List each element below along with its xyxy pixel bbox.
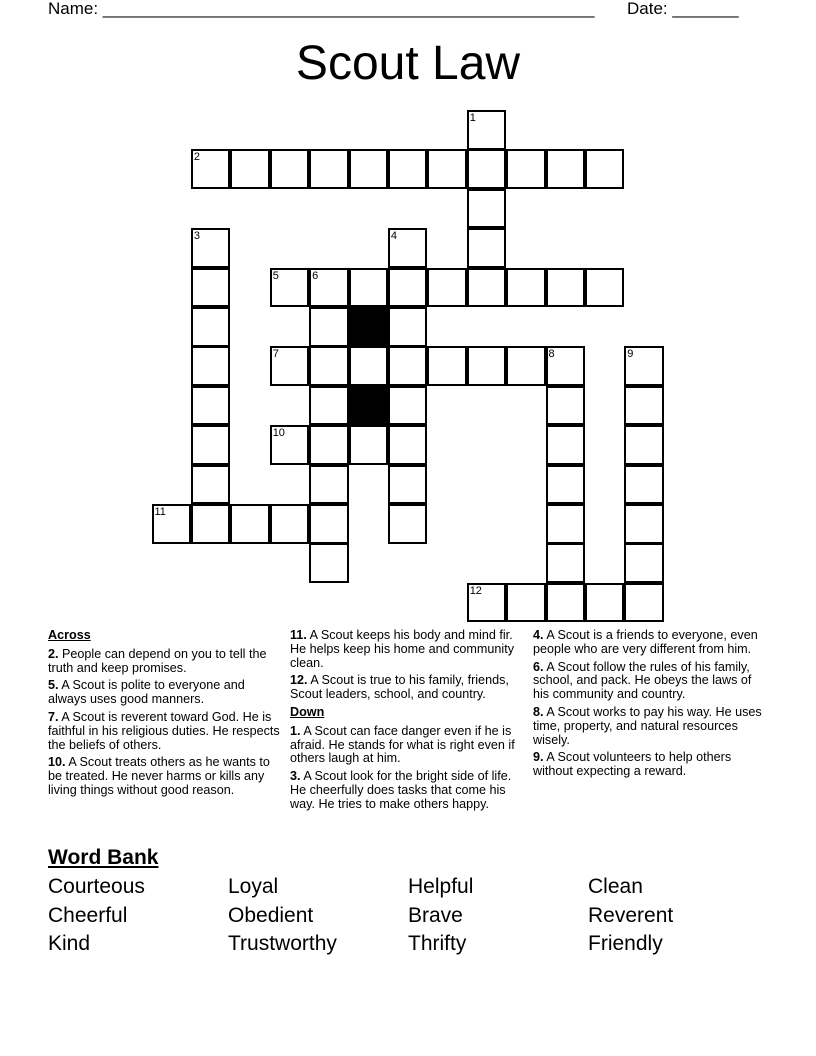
crossword-cell[interactable] <box>309 268 349 308</box>
crossword-cell[interactable] <box>309 465 349 505</box>
clue-number: 12 <box>469 584 482 597</box>
crossword-cell[interactable] <box>270 268 310 308</box>
crossword-cell[interactable] <box>624 583 664 623</box>
crossword-cell[interactable] <box>270 425 310 465</box>
crossword-cell[interactable] <box>427 268 467 308</box>
crossword-cell[interactable] <box>546 149 586 189</box>
crossword-cell[interactable] <box>191 346 231 386</box>
clue-across-10: 10. A Scout treats others as he wants to be treated. He never harms or kills any living things without good reason. <box>48 755 270 797</box>
word-bank-word: Courteous <box>48 875 145 898</box>
crossword-cell[interactable] <box>309 543 349 583</box>
clue-number: 8 <box>548 348 555 361</box>
crossword-cell[interactable] <box>230 149 270 189</box>
word-bank-word: Reverent <box>588 904 674 927</box>
crossword-cell[interactable] <box>230 504 270 544</box>
crossword-cell[interactable] <box>585 583 625 623</box>
clue-number: 1 <box>469 112 476 124</box>
word-bank-word: Clean <box>588 875 643 898</box>
word-bank-title: Word Bank <box>48 846 159 869</box>
crossword-cell[interactable] <box>388 268 428 308</box>
crossword-cell[interactable] <box>388 504 428 544</box>
crossword-cell[interactable] <box>270 346 310 386</box>
crossword-cell[interactable] <box>624 543 664 583</box>
crossword-cell[interactable] <box>191 268 231 308</box>
clue-down-9: 9. A Scout volunteers to help others without expecting a reward. <box>533 750 732 779</box>
crossword-cell[interactable] <box>191 425 231 465</box>
crossword-cell[interactable] <box>270 149 310 189</box>
crossword-cell[interactable] <box>309 346 349 386</box>
crossword-cell[interactable] <box>467 149 507 189</box>
crossword-cell[interactable] <box>467 268 507 308</box>
crossword-cell[interactable] <box>624 346 664 386</box>
crossword-block <box>349 307 389 347</box>
across-header: Across <box>48 628 91 642</box>
word-bank-word: Friendly <box>588 932 663 955</box>
crossword-cell[interactable] <box>506 346 546 386</box>
down-header: Down <box>290 704 325 719</box>
clue-across-11: 11. A Scout keeps his body and mind fir. He helps keep his home and community clean. <box>290 628 515 670</box>
crossword-cell[interactable] <box>467 110 507 150</box>
crossword-cell[interactable] <box>624 504 664 544</box>
crossword-cell[interactable] <box>191 307 231 347</box>
crossword-cell[interactable] <box>152 504 192 544</box>
crossword-cell[interactable] <box>191 228 231 268</box>
clue-down-8: 8. A Scout works to pay his way. He uses time, property, and natural resources wisely. <box>533 704 762 747</box>
clue-number: 6 <box>312 269 319 282</box>
crossword-cell[interactable] <box>467 228 507 268</box>
clue-number: 9 <box>627 348 634 361</box>
crossword-cell[interactable] <box>388 228 428 268</box>
crossword-cell[interactable] <box>349 149 389 189</box>
crossword-cell[interactable] <box>546 504 586 544</box>
crossword-cell[interactable] <box>506 583 546 623</box>
clue-down-1: 1. A Scout can face danger even if he is afraid. He stands for what is right even if others laugh at him. <box>290 723 515 766</box>
crossword-cell[interactable] <box>388 346 428 386</box>
word-bank-word: Brave <box>408 904 463 927</box>
clue-number: 5 <box>272 269 279 282</box>
crossword-cell[interactable] <box>191 386 231 426</box>
clue-number: 4 <box>390 230 398 243</box>
clue-down-4: 4. A Scout is a friends to everyone, even people who are very different from him. <box>533 628 758 656</box>
crossword-cell[interactable] <box>624 386 664 426</box>
clue-number: 7 <box>272 348 279 361</box>
crossword-cell[interactable] <box>191 465 231 505</box>
crossword-cell[interactable] <box>506 149 546 189</box>
word-bank-word: Helpful <box>408 875 474 898</box>
crossword-cell[interactable] <box>546 346 586 386</box>
crossword-cell[interactable] <box>309 149 349 189</box>
crossword-cell[interactable] <box>467 189 507 229</box>
crossword-cell[interactable] <box>546 583 586 623</box>
crossword-cell[interactable] <box>467 583 507 623</box>
clue-across-5: 5. A Scout is polite to everyone and always uses good manners. <box>48 678 245 707</box>
date-field[interactable]: Date: _______ <box>627 0 739 18</box>
clue-down-6: 6. A Scout follow the rules of his family, school, and pack. He obeys the laws of his community and country. <box>533 659 752 702</box>
crossword-cell[interactable] <box>191 504 231 544</box>
crossword-cell[interactable] <box>309 425 349 465</box>
clue-number: 10 <box>272 427 285 440</box>
clue-column-1 <box>48 629 286 802</box>
crossword-cell[interactable] <box>309 504 349 544</box>
crossword-cell[interactable] <box>624 425 664 465</box>
word-bank-word: Obedient <box>228 904 314 927</box>
clue-number: 11 <box>154 506 166 518</box>
crossword-cell[interactable] <box>624 465 664 505</box>
crossword-cell[interactable] <box>546 386 586 426</box>
crossword-cell[interactable] <box>349 268 389 308</box>
crossword-cell[interactable] <box>309 307 349 347</box>
clue-across-7: 7. A Scout is reverent toward God. He is faithful in his religious duties. He respects the beliefs of others. <box>48 709 280 752</box>
word-bank-word: Kind <box>48 932 91 955</box>
crossword-cell[interactable] <box>427 346 467 386</box>
crossword-cell[interactable] <box>467 346 507 386</box>
crossword-cell[interactable] <box>309 386 349 426</box>
crossword-cell[interactable] <box>546 465 586 505</box>
crossword-cell[interactable] <box>585 149 625 189</box>
crossword-cell[interactable] <box>546 543 586 583</box>
word-bank-word: Cheerful <box>48 904 128 927</box>
clue-down-3: 3. A Scout look for the bright side of life. He cheerfully does tasks that come his way. He tries to make others happy. <box>290 769 512 811</box>
word-bank-word: Trustworthy <box>228 932 337 955</box>
page-title: Scout Law <box>295 37 521 90</box>
clue-column-3 <box>533 629 763 783</box>
crossword-cell[interactable] <box>546 425 586 465</box>
crossword-cell[interactable] <box>349 425 389 465</box>
crossword-cell[interactable] <box>349 346 389 386</box>
word-bank-word: Thrifty <box>408 932 467 955</box>
clue-across-2: 2. People can depend on you to tell the truth and keep promises. <box>48 646 267 675</box>
crossword-cell[interactable] <box>388 307 428 347</box>
crossword-cell[interactable] <box>388 386 428 426</box>
crossword-cell[interactable] <box>270 504 310 544</box>
clue-column-2 <box>290 629 528 816</box>
clue-number: 2 <box>193 151 201 164</box>
crossword-cell[interactable] <box>506 268 546 308</box>
clue-across-12: 12. A Scout is true to his family, friends, Scout leaders, school, and country. <box>290 673 509 702</box>
crossword-cell[interactable] <box>546 268 586 308</box>
crossword-block <box>349 386 389 426</box>
crossword-cell[interactable] <box>427 149 467 189</box>
crossword-cell[interactable] <box>388 149 428 189</box>
crossword-cell[interactable] <box>585 268 625 308</box>
crossword-cell[interactable] <box>388 465 428 505</box>
clue-number: 3 <box>193 230 201 243</box>
crossword-cell[interactable] <box>388 425 428 465</box>
word-bank-word: Loyal <box>228 875 279 898</box>
name-field[interactable]: Name: ____________________________________________________ <box>48 0 595 18</box>
crossword-cell[interactable] <box>191 149 231 189</box>
